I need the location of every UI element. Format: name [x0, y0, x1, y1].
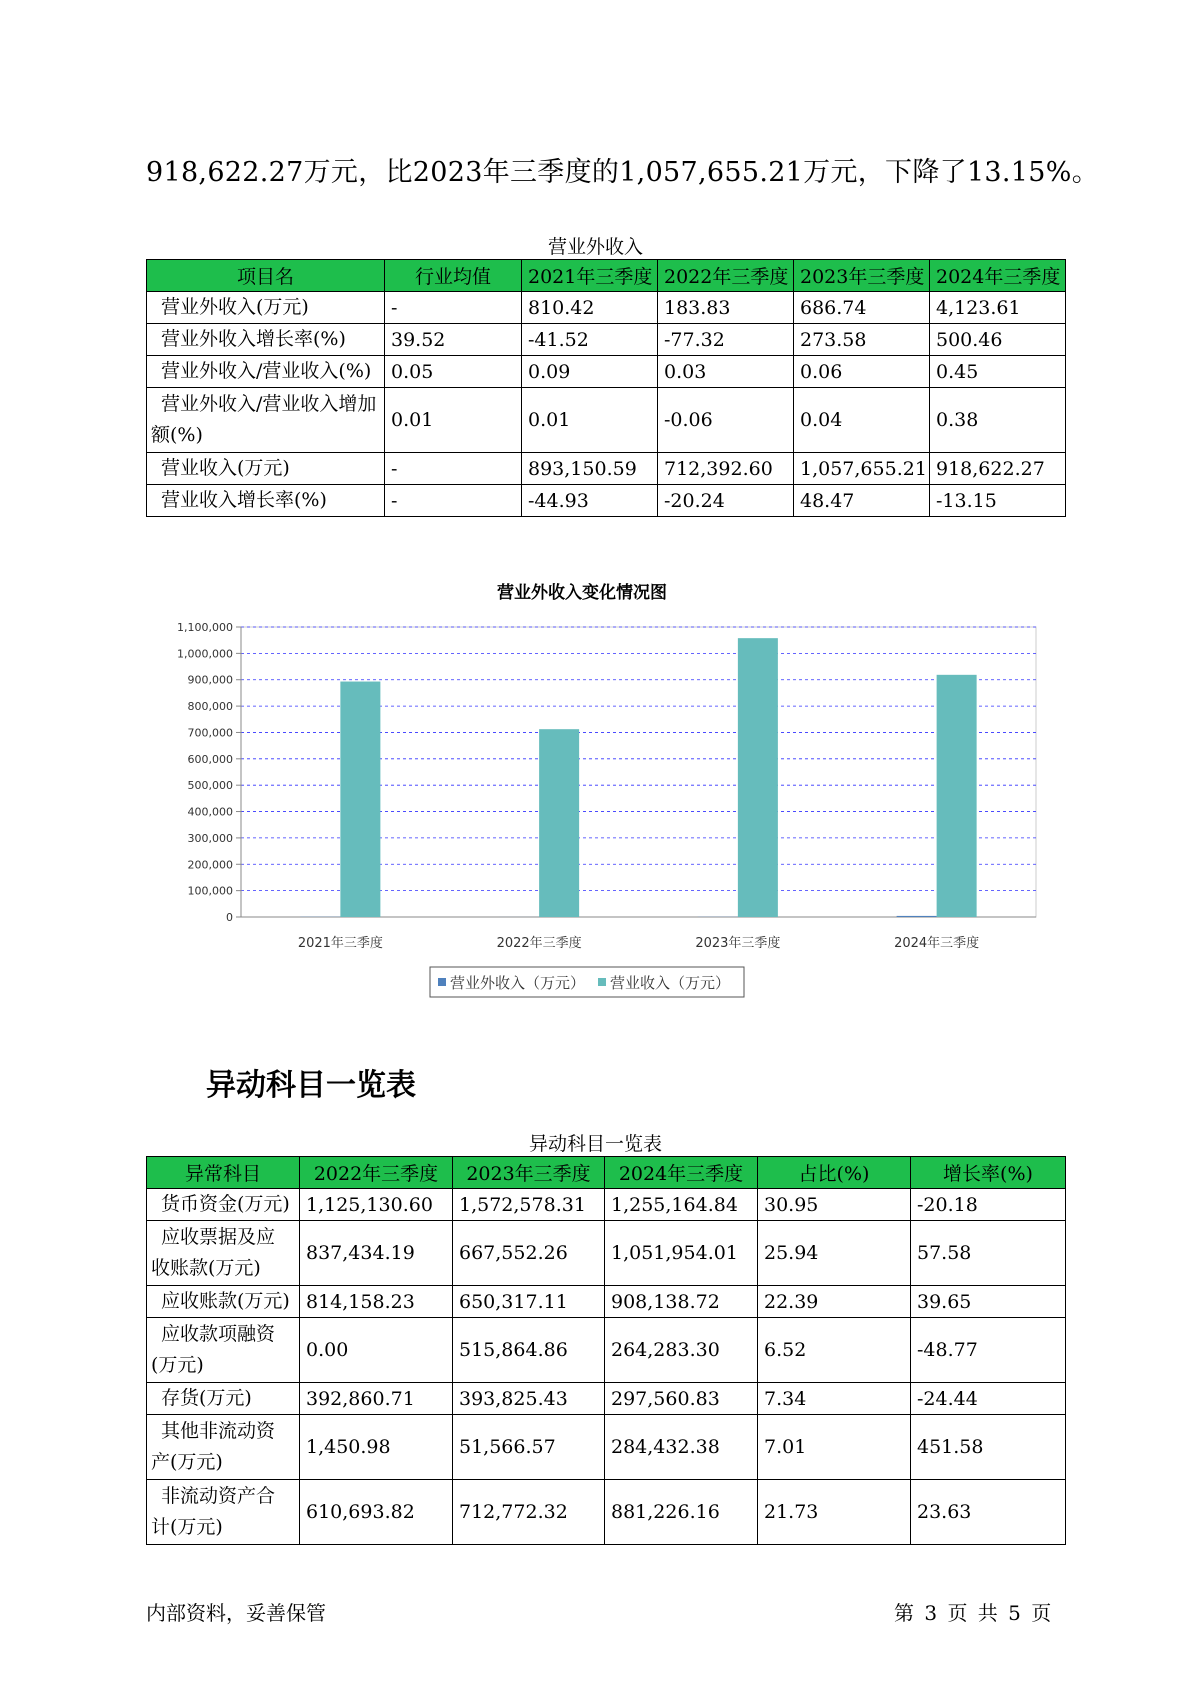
- table-cell: 264,283.30: [605, 1318, 758, 1383]
- bar-operating-revenue: [738, 638, 778, 917]
- table-row: [147, 453, 1066, 485]
- table-row: [147, 388, 1066, 453]
- row-label: 应收账款(万元): [147, 1286, 300, 1318]
- table-cell: -0.06: [658, 388, 794, 453]
- table-cell: 515,864.86: [453, 1318, 605, 1383]
- table-cell: 650,317.11: [453, 1286, 605, 1318]
- table-cell: 21.73: [758, 1480, 911, 1545]
- table-cell: 51,566.57: [453, 1415, 605, 1480]
- table-cell: 30.95: [758, 1189, 911, 1221]
- table-cell: 1,450.98: [300, 1415, 453, 1480]
- table-cell: 297,560.83: [605, 1383, 758, 1415]
- legend-label: 营业外收入（万元）: [450, 974, 586, 992]
- y-tick-label: 600,000: [187, 752, 233, 766]
- table-cell: 39.65: [911, 1286, 1066, 1318]
- table-cell: -77.32: [658, 324, 794, 356]
- table-cell: -: [385, 292, 522, 324]
- table-row: [147, 1383, 1066, 1415]
- table-cell: 1,572,578.31: [453, 1189, 605, 1221]
- intro-paragraph: 918,622.27万元，比2023年三季度的1,057,655.21万元，下降了13.15%。: [146, 157, 1100, 188]
- table-cell: 1,051,954.01: [605, 1221, 758, 1286]
- table-cell: 39.52: [385, 324, 522, 356]
- legend-swatch: [438, 978, 446, 986]
- x-tick-label: 2022年三季度: [496, 936, 582, 951]
- chart-title: 营业外收入变化情况图: [497, 583, 667, 603]
- table-cell: 22.39: [758, 1286, 911, 1318]
- table1-header: 2022年三季度: [658, 260, 794, 292]
- table-row: [147, 324, 1066, 356]
- table-cell: 1,057,655.21: [794, 453, 930, 485]
- table1-header: 行业均值: [385, 260, 522, 292]
- footer-confidential-note: 内部资料，妥善保管: [146, 1601, 326, 1625]
- table-cell: -: [385, 485, 522, 517]
- table-cell: 6.52: [758, 1318, 911, 1383]
- row-label: 应收票据及应收账款(万元): [147, 1221, 300, 1286]
- table-cell: 810.42: [522, 292, 658, 324]
- row-label: 营业外收入(万元): [147, 292, 385, 324]
- table2-header: 2022年三季度: [300, 1157, 453, 1189]
- table-nonoperating-income: [146, 259, 1066, 517]
- table-cell: 0.06: [794, 356, 930, 388]
- table-cell: 0.00: [300, 1318, 453, 1383]
- row-label: 应收款项融资(万元): [147, 1318, 300, 1383]
- row-label: 非流动资产合计(万元): [147, 1480, 300, 1545]
- y-tick-label: 700,000: [187, 726, 233, 740]
- table-cell: 4,123.61: [930, 292, 1066, 324]
- table2-header: 占比(%): [758, 1157, 911, 1189]
- table-cell: 0.05: [385, 356, 522, 388]
- y-tick-label: 300,000: [187, 831, 233, 845]
- table-cell: 712,772.32: [453, 1480, 605, 1545]
- table-cell: 908,138.72: [605, 1286, 758, 1318]
- table-row: [147, 356, 1066, 388]
- table-cell: 814,158.23: [300, 1286, 453, 1318]
- table2-header-row: [147, 1157, 1066, 1189]
- table-row: [147, 1318, 1066, 1383]
- table-row: [147, 485, 1066, 517]
- table-cell: 392,860.71: [300, 1383, 453, 1415]
- y-tick-label: 200,000: [187, 858, 233, 872]
- table-cell: -41.52: [522, 324, 658, 356]
- table-cell: 7.34: [758, 1383, 911, 1415]
- table-cell: -13.15: [930, 485, 1066, 517]
- table-row: [147, 1480, 1066, 1545]
- y-tick-label: 400,000: [187, 805, 233, 819]
- row-label: 营业外收入/营业收入增加额(%): [147, 388, 385, 453]
- table-cell: 0.45: [930, 356, 1066, 388]
- table-cell: 667,552.26: [453, 1221, 605, 1286]
- table-cell: 7.01: [758, 1415, 911, 1480]
- row-label: 其他非流动资产(万元): [147, 1415, 300, 1480]
- table1-caption: 营业外收入: [547, 236, 643, 258]
- table-cell: 0.01: [522, 388, 658, 453]
- row-label: 营业收入(万元): [147, 453, 385, 485]
- table-cell: -20.24: [658, 485, 794, 517]
- y-tick-label: 800,000: [187, 700, 233, 714]
- row-label: 营业收入增长率(%): [147, 485, 385, 517]
- y-tick-label: 100,000: [187, 884, 233, 898]
- table1-header: 2023年三季度: [794, 260, 930, 292]
- table-cell: -20.18: [911, 1189, 1066, 1221]
- table1-header: 2024年三季度: [930, 260, 1066, 292]
- table-cell: 837,434.19: [300, 1221, 453, 1286]
- bar-operating-revenue: [539, 729, 579, 917]
- table-cell: 183.83: [658, 292, 794, 324]
- x-tick-label: 2021年三季度: [297, 936, 383, 951]
- bar-operating-revenue: [937, 675, 977, 917]
- table-cell: 1,255,164.84: [605, 1189, 758, 1221]
- bar-operating-revenue: [340, 682, 380, 917]
- table2-header: 异常科目: [147, 1157, 300, 1189]
- table-cell: -44.93: [522, 485, 658, 517]
- footer-page-number: 第 3 页 共 5 页: [894, 1601, 1052, 1625]
- table-cell: 500.46: [930, 324, 1066, 356]
- table2-header: 增长率(%): [911, 1157, 1066, 1189]
- chart-svg: [146, 575, 1046, 1035]
- table-cell: -48.77: [911, 1318, 1066, 1383]
- row-label: 营业外收入/营业收入(%): [147, 356, 385, 388]
- table1-header: 项目名: [147, 260, 385, 292]
- table-cell: 25.94: [758, 1221, 911, 1286]
- table-cell: 57.58: [911, 1221, 1066, 1286]
- table-cell: 686.74: [794, 292, 930, 324]
- row-label: 营业外收入增长率(%): [147, 324, 385, 356]
- section-heading: 异动科目一览表: [206, 1068, 416, 1103]
- bar-nonoperating-income: [897, 916, 937, 917]
- table-cell: 1,125,130.60: [300, 1189, 453, 1221]
- table-cell: 23.63: [911, 1480, 1066, 1545]
- table-cell: 393,825.43: [453, 1383, 605, 1415]
- table-cell: 48.47: [794, 485, 930, 517]
- table-cell: 0.38: [930, 388, 1066, 453]
- y-tick-label: 1,000,000: [177, 647, 233, 661]
- table1-header-row: [147, 260, 1066, 292]
- table-cell: 273.58: [794, 324, 930, 356]
- y-tick-label: 1,100,000: [177, 621, 233, 634]
- bar-chart: [146, 575, 1046, 1035]
- row-label: 存货(万元): [147, 1383, 300, 1415]
- y-tick-label: 900,000: [187, 673, 233, 687]
- legend-swatch: [598, 978, 606, 986]
- table-cell: 0.01: [385, 388, 522, 453]
- table-row: [147, 292, 1066, 324]
- table-cell: 0.03: [658, 356, 794, 388]
- table-cell: 918,622.27: [930, 453, 1066, 485]
- table2-header: 2024年三季度: [605, 1157, 758, 1189]
- table-row: [147, 1189, 1066, 1221]
- x-tick-label: 2023年三季度: [695, 936, 781, 951]
- table2-header: 2023年三季度: [453, 1157, 605, 1189]
- table-cell: 610,693.82: [300, 1480, 453, 1545]
- table-row: [147, 1221, 1066, 1286]
- table1-header: 2021年三季度: [522, 260, 658, 292]
- table-cell: 881,226.16: [605, 1480, 758, 1545]
- table-row: [147, 1415, 1066, 1480]
- table2-caption: 异动科目一览表: [528, 1133, 662, 1155]
- y-tick-label: 500,000: [187, 779, 233, 793]
- table-cell: 893,150.59: [522, 453, 658, 485]
- table-cell: 451.58: [911, 1415, 1066, 1480]
- table-cell: -24.44: [911, 1383, 1066, 1415]
- table-cell: 0.04: [794, 388, 930, 453]
- table-cell: 712,392.60: [658, 453, 794, 485]
- table-row: [147, 1286, 1066, 1318]
- table-cell: 284,432.38: [605, 1415, 758, 1480]
- table-abnormal-items: [146, 1156, 1066, 1545]
- table-cell: -: [385, 453, 522, 485]
- table-cell: 0.09: [522, 356, 658, 388]
- y-tick-label: 0: [226, 911, 233, 924]
- row-label: 货币资金(万元): [147, 1189, 300, 1221]
- x-tick-label: 2024年三季度: [894, 936, 980, 951]
- legend-label: 营业收入（万元）: [610, 974, 731, 992]
